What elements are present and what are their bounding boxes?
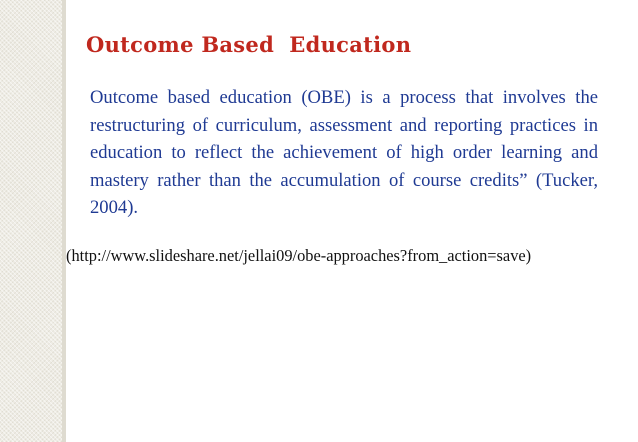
decorative-left-strip — [0, 0, 66, 442]
slide-title: Outcome Based Education — [86, 32, 412, 57]
body-paragraph: Outcome based education (OBE) is a process that involves the restructuring of curriculum, assessment and reporting practices in education to reflect the achievement of high order learning and mastery rather than the accumulation of course credits” (Tucker, 2004). — [90, 87, 598, 218]
source-citation: (http://www.slideshare.net/jellai09/obe-approaches?from_action=save) — [66, 246, 532, 265]
decorative-strip-edge — [62, 0, 66, 442]
